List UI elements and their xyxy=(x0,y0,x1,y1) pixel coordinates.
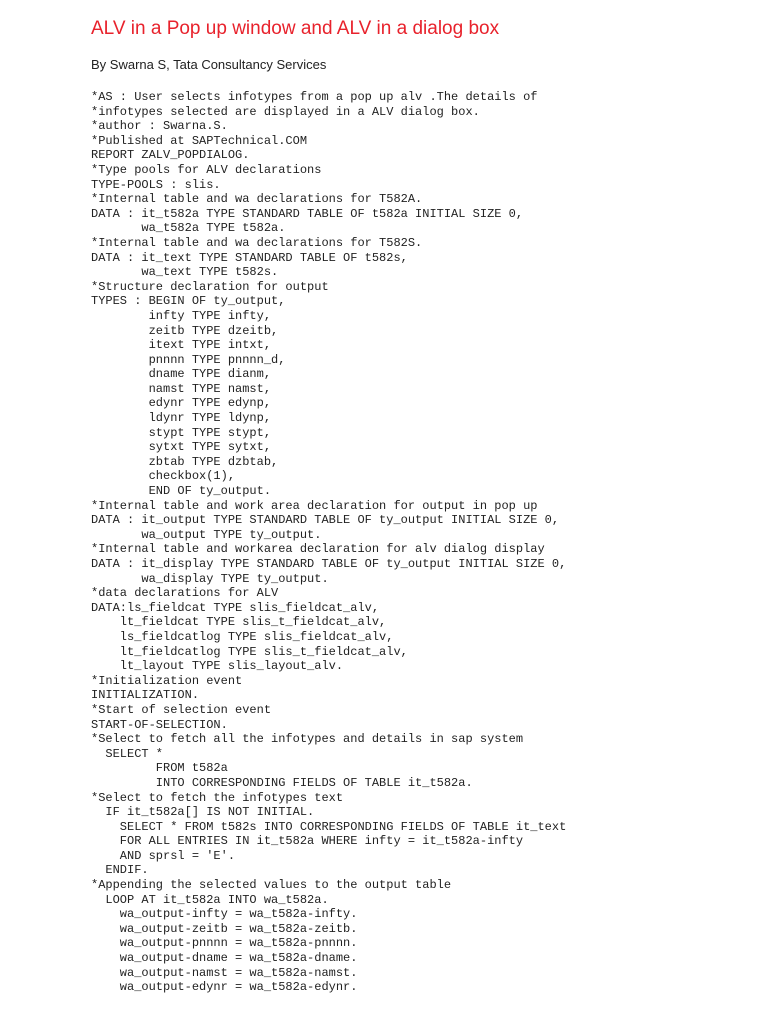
code-line: *data declarations for ALV xyxy=(91,586,279,601)
author-byline: By Swarna S, Tata Consultancy Services xyxy=(91,57,327,72)
code-line: *Published at SAPTechnical.COM xyxy=(91,133,308,148)
code-line: LOOP AT it_t582a INTO wa_t582a. xyxy=(91,892,329,907)
code-line: INTO CORRESPONDING FIELDS OF TABLE it_t582a. xyxy=(91,775,473,790)
code-listing xyxy=(91,90,566,995)
code-line: *Internal table and workarea declaration for alv dialog display xyxy=(91,542,545,557)
code-line: *Internal table and wa declarations for T582A. xyxy=(91,192,423,207)
code-line: DATA : it_text TYPE STANDARD TABLE OF t582s, xyxy=(91,250,408,265)
code-line: *Start of selection event xyxy=(91,702,272,717)
code-line: *Structure declaration for output xyxy=(91,279,329,294)
code-line: *Appending the selected values to the output table xyxy=(91,878,452,893)
code-line: wa_output TYPE ty_output. xyxy=(91,527,322,542)
code-line: *Initialization event xyxy=(91,673,243,688)
code-line: REPORT ZALV_POPDIALOG. xyxy=(91,148,250,163)
code-line: zbtab TYPE dzbtab, xyxy=(91,454,279,469)
code-line: SELECT * FROM t582s INTO CORRESPONDING FIELDS OF TABLE it_text xyxy=(91,819,567,834)
code-line: dname TYPE dianm, xyxy=(91,367,272,382)
code-line: ENDIF. xyxy=(91,863,149,878)
code-line: stypt TYPE stypt, xyxy=(91,425,272,440)
code-line: ldynr TYPE ldynp, xyxy=(91,411,272,426)
code-line: FROM t582a xyxy=(91,761,228,776)
code-line: *Select to fetch all the infotypes and details in sap system xyxy=(91,732,524,747)
code-line: zeitb TYPE dzeitb, xyxy=(91,323,279,338)
code-line: *Internal table and wa declarations for T582S. xyxy=(91,235,423,250)
code-line: FOR ALL ENTRIES IN it_t582a WHERE infty = it_t582a-infty xyxy=(91,834,524,849)
code-line: SELECT * xyxy=(91,746,164,761)
code-line: INITIALIZATION. xyxy=(91,688,200,703)
code-line: wa_t582a TYPE t582a. xyxy=(91,221,286,236)
code-line: wa_output-infty = wa_t582a-infty. xyxy=(91,907,358,922)
code-line: TYPE-POOLS : slis. xyxy=(91,177,221,192)
code-line: edynr TYPE edynp, xyxy=(91,396,272,411)
code-line: pnnnn TYPE pnnnn_d, xyxy=(91,352,286,367)
code-line: *Internal table and work area declaration for output in pop up xyxy=(91,498,538,513)
code-line: wa_output-edynr = wa_t582a-edynr. xyxy=(91,980,358,995)
document-title: ALV in a Pop up window and ALV in a dialog box xyxy=(91,18,500,39)
code-line: IF it_t582a[] IS NOT INITIAL. xyxy=(91,805,315,820)
code-line: lt_fieldcat TYPE slis_t_fieldcat_alv, xyxy=(91,615,387,630)
code-line: *Select to fetch the infotypes text xyxy=(91,790,344,805)
code-line: sytxt TYPE sytxt, xyxy=(91,440,272,455)
code-line: *AS : User selects infotypes from a pop up alv .The details of xyxy=(91,90,538,104)
code-line: wa_output-namst = wa_t582a-namst. xyxy=(91,965,358,980)
code-line: *infotypes selected are displayed in a ALV dialog box. xyxy=(91,104,480,119)
code-line: wa_output-zeitb = wa_t582a-zeitb. xyxy=(91,921,358,936)
code-line: lt_layout TYPE slis_layout_alv. xyxy=(91,659,344,674)
code-line: lt_fieldcatlog TYPE slis_t_fieldcat_alv, xyxy=(91,644,408,659)
code-line: wa_display TYPE ty_output. xyxy=(91,571,329,586)
code-line: *author : Swarna.S. xyxy=(91,119,228,134)
code-line: DATA : it_output TYPE STANDARD TABLE OF ty_output INITIAL SIZE 0, xyxy=(91,513,560,528)
code-line: TYPES : BEGIN OF ty_output, xyxy=(91,294,286,309)
code-line: START-OF-SELECTION. xyxy=(91,717,228,732)
code-line: DATA : it_display TYPE STANDARD TABLE OF ty_output INITIAL SIZE 0, xyxy=(91,557,567,571)
code-line: infty TYPE infty, xyxy=(91,308,272,323)
code-line: DATA : it_t582a TYPE STANDARD TABLE OF t582a INITIAL SIZE 0, xyxy=(91,206,524,221)
code-line: wa_text TYPE t582s. xyxy=(91,265,279,280)
code-line: itext TYPE intxt, xyxy=(91,338,272,353)
code-line: checkbox(1), xyxy=(91,469,236,484)
code-line: wa_output-dname = wa_t582a-dname. xyxy=(91,951,358,966)
code-line: *Type pools for ALV declarations xyxy=(91,162,322,177)
code-line: AND sprsl = 'E'. xyxy=(91,848,236,863)
code-line: END OF ty_output. xyxy=(91,484,272,499)
code-line: DATA:ls_fieldcat TYPE slis_fieldcat_alv, xyxy=(91,600,380,615)
code-line: ls_fieldcatlog TYPE slis_fieldcat_alv, xyxy=(91,629,394,644)
code-line: wa_output-pnnnn = wa_t582a-pnnnn. xyxy=(91,936,358,951)
code-line: namst TYPE namst, xyxy=(91,381,272,396)
